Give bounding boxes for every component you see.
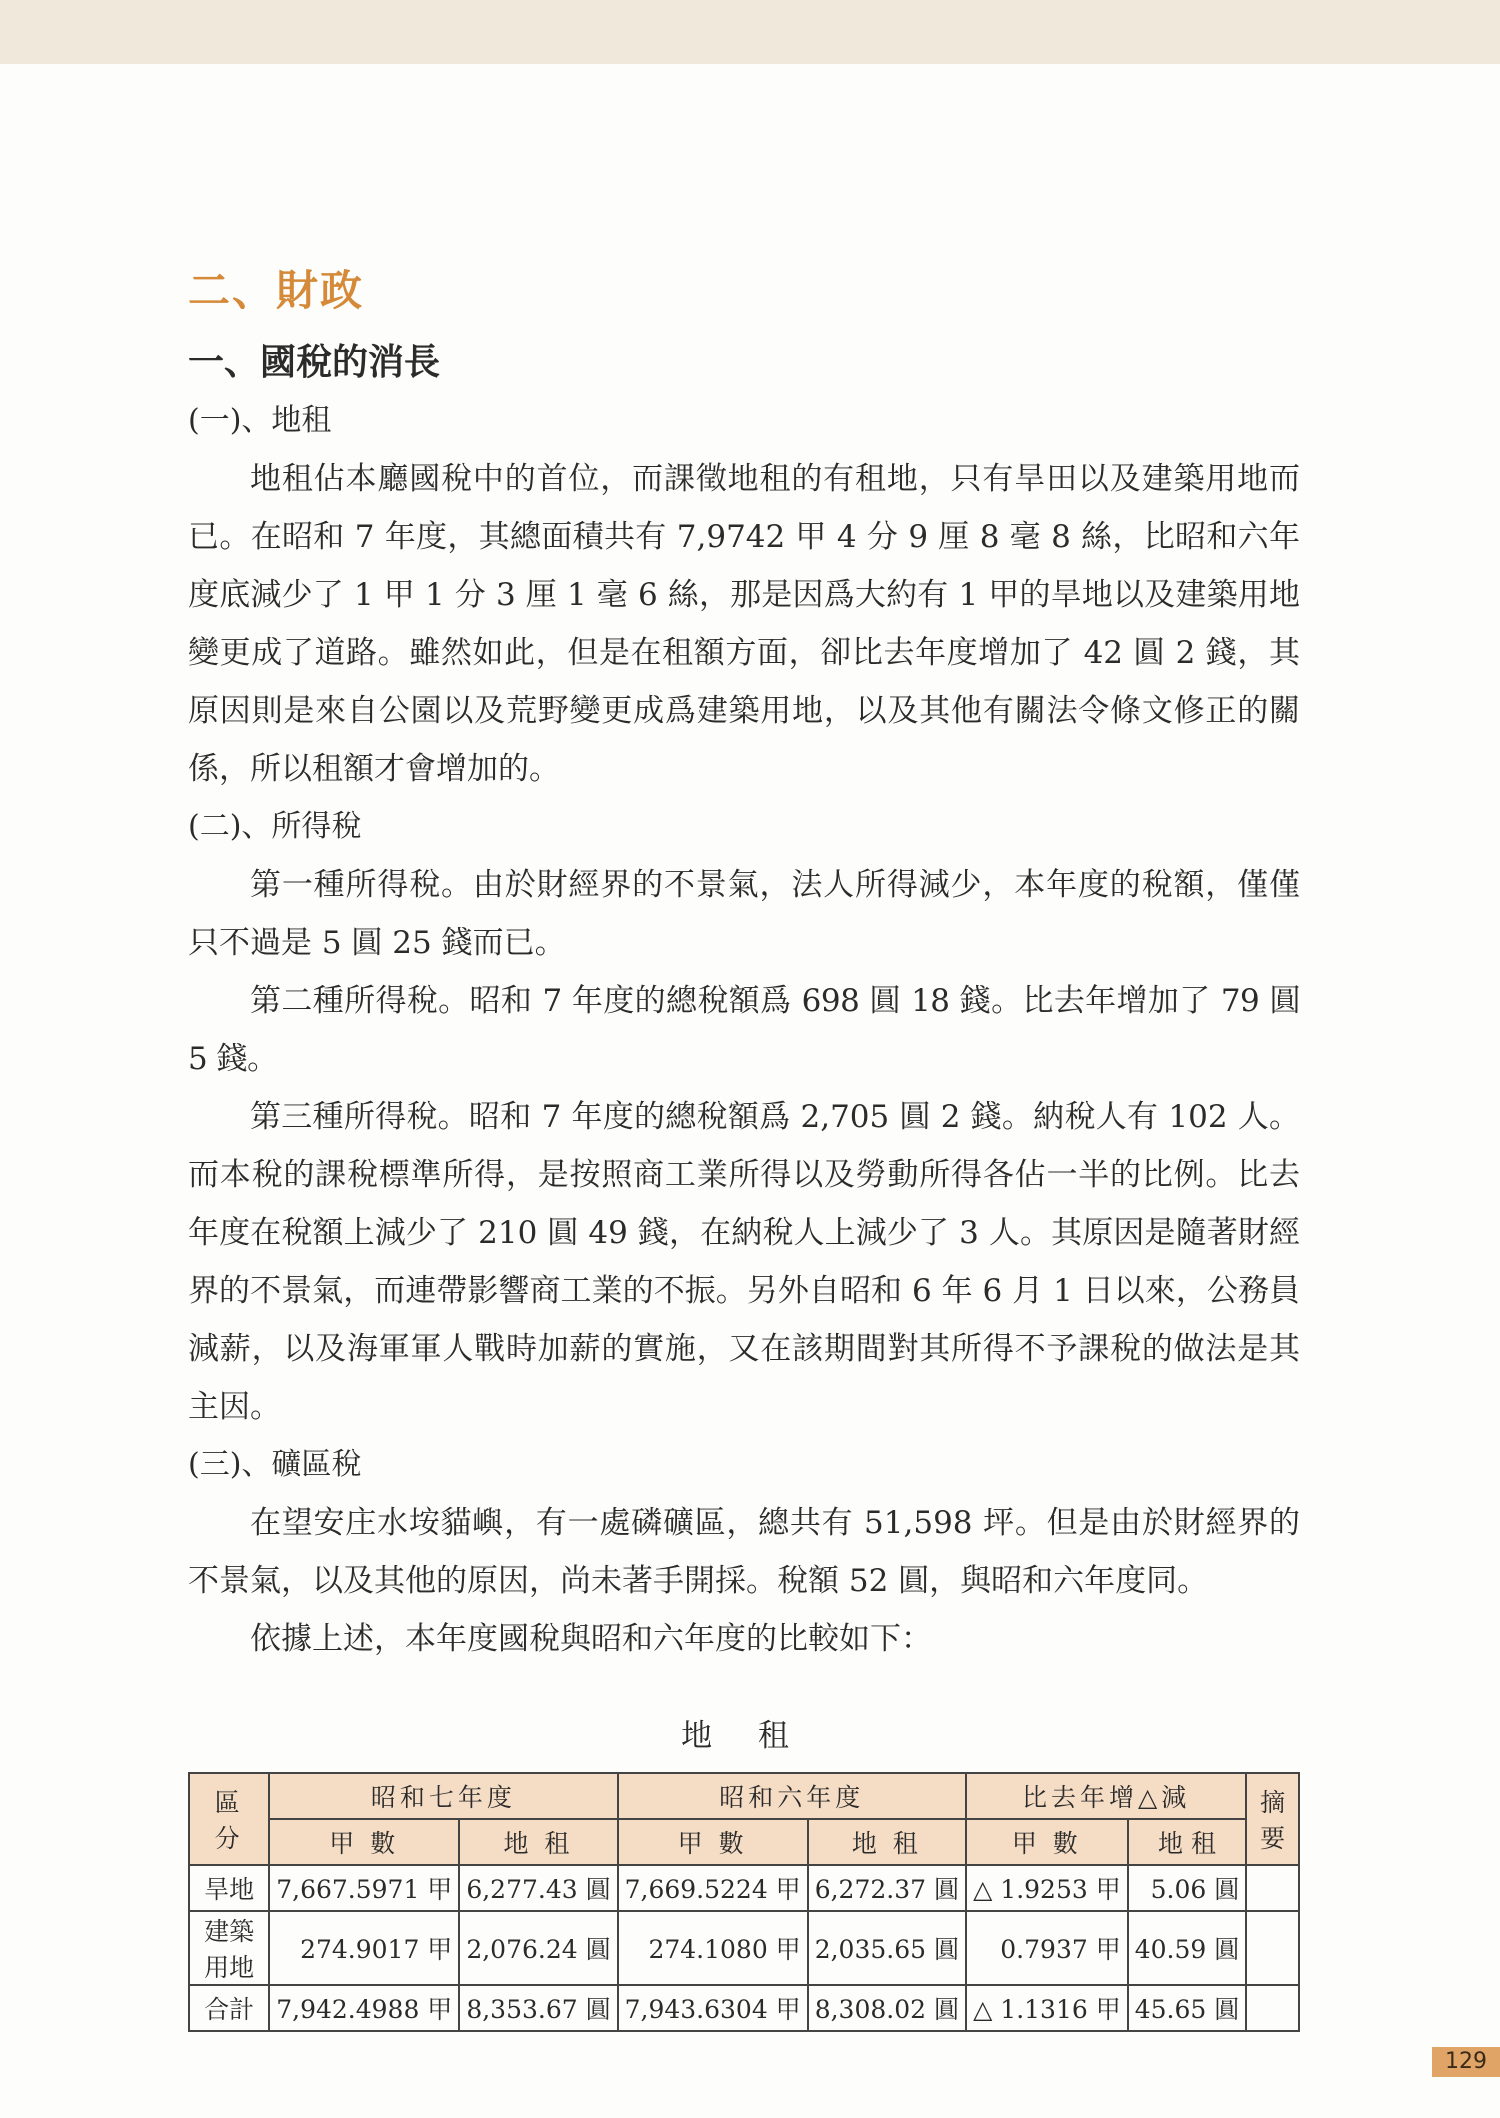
- cell-darea: △ 1.1316 甲: [966, 1985, 1128, 2031]
- row-label: 建築用地: [189, 1911, 269, 1985]
- cell-darea: △ 1.9253 甲: [966, 1865, 1128, 1911]
- mining-tax-paragraph: 在望安庄水垵貓嶼，有一處磷礦區，總共有 51,598 坪。但是由於財經界的不景氣，以及其他的原因，尚未著手開採。稅額 52 圓，與昭和六年度同。: [188, 1505, 1300, 1599]
- cell-area6: 7,669.5224 甲: [618, 1865, 808, 1911]
- mining-tax-heading: (三)、礦區稅: [188, 1447, 362, 1482]
- header-area-6: 甲 數: [618, 1819, 808, 1865]
- cell-rent6: 2,035.65 圓: [808, 1911, 966, 1985]
- land-tax-paragraph: 地租佔本廳國稅中的首位，而課徵地租的有租地，只有旱田以及建築用地而已。在昭和 7 年度，其總面積共有 7,9742 甲 4 分 9 厘 8 毫 8 絲，比昭和六年度底減少了 1 甲 1 分 3 厘 1 毫 6 絲，那是因爲大約有 1 甲的旱地以及建築用地變更成了道路。雖然如此，但是在租額方面，卻比去年度增加了 42 圓 2 錢，其原因則是來自公園以及荒野變更成爲建築用地，以及其他有關法令條文修正的關係，所以租額才會增加的。: [188, 461, 1300, 787]
- table-header-row-1: [189, 1773, 1299, 1819]
- header-category: 區 分: [189, 1773, 269, 1865]
- cell-area6: 274.1080 甲: [618, 1911, 808, 1985]
- table-row: [189, 1985, 1299, 2031]
- table-title: 地 租: [681, 1718, 807, 1754]
- cell-remarks: [1246, 1911, 1299, 1985]
- header-rent-change: 地 租: [1128, 1819, 1247, 1865]
- cell-remarks: [1246, 1865, 1299, 1911]
- cell-darea: 0.7937 甲: [966, 1911, 1128, 1985]
- page-number: 129: [1432, 2047, 1500, 2077]
- cell-drent: 45.65 圓: [1128, 1985, 1247, 2031]
- summary-paragraph: 依據上述，本年度國稅與昭和六年度的比較如下：: [250, 1621, 932, 1657]
- cell-area7: 274.9017 甲: [269, 1911, 459, 1985]
- income-tax-heading: (二)、所得稅: [188, 809, 362, 844]
- cell-rent7: 6,277.43 圓: [459, 1865, 617, 1911]
- table-row: [189, 1911, 1299, 1985]
- land-tax-heading: (一)、地租: [188, 403, 332, 438]
- header-change: 比去年增△減: [966, 1773, 1246, 1819]
- cell-area6: 7,943.6304 甲: [618, 1985, 808, 2031]
- cell-area7: 7,942.4988 甲: [269, 1985, 459, 2031]
- header-area-change: 甲 數: [966, 1819, 1128, 1865]
- row-label: 旱地: [189, 1865, 269, 1911]
- page-content: [188, 258, 1300, 2032]
- cell-rent7: 2,076.24 圓: [459, 1911, 617, 1985]
- header-year6: 昭和六年度: [618, 1773, 966, 1819]
- header-rent-6: 地 租: [808, 1819, 966, 1865]
- section-title: 二、財政: [188, 266, 365, 315]
- cell-rent6: 8,308.02 圓: [808, 1985, 966, 2031]
- top-color-band: [0, 0, 1500, 64]
- cell-rent7: 8,353.67 圓: [459, 1985, 617, 2031]
- income-tax-paragraph-2: 第二種所得稅。昭和 7 年度的總稅額爲 698 圓 18 錢。比去年增加了 79 圓 5 錢。: [188, 983, 1300, 1077]
- header-remarks: 摘要: [1246, 1773, 1299, 1865]
- header-area-7: 甲 數: [269, 1819, 459, 1865]
- table-header-row-2: [189, 1819, 1299, 1865]
- sub-title: 一、國稅的消長: [188, 342, 441, 383]
- income-tax-paragraph-3: 第三種所得稅。昭和 7 年度的總稅額爲 2,705 圓 2 錢。納稅人有 102 人。而本稅的課稅標準所得，是按照商工業所得以及勞動所得各佔一半的比例。比去年度在稅額上減少了 210 圓 49 錢，在納稅人上減少了 3 人。其原因是隨著財經界的不景氣，而連帶影響商工業的不振。另外自昭和 6 年 6 月 1 日以來，公務員減薪，以及海軍軍人戰時加薪的實施，又在該期間對其所得不予課稅的做法是其主因。: [188, 1099, 1300, 1425]
- table-row: [189, 1865, 1299, 1911]
- income-tax-paragraph-1: 第一種所得稅。由於財經界的不景氣，法人所得減少，本年度的稅額，僅僅只不過是 5 圓 25 錢而已。: [188, 867, 1300, 961]
- land-rent-table: [188, 1772, 1300, 2032]
- cell-area7: 7,667.5971 甲: [269, 1865, 459, 1911]
- cell-drent: 40.59 圓: [1128, 1911, 1247, 1985]
- cell-rent6: 6,272.37 圓: [808, 1865, 966, 1911]
- header-rent-7: 地 租: [459, 1819, 617, 1865]
- cell-drent: 5.06 圓: [1128, 1865, 1247, 1911]
- header-year7: 昭和七年度: [269, 1773, 617, 1819]
- cell-remarks: [1246, 1985, 1299, 2031]
- row-label: 合計: [189, 1985, 269, 2031]
